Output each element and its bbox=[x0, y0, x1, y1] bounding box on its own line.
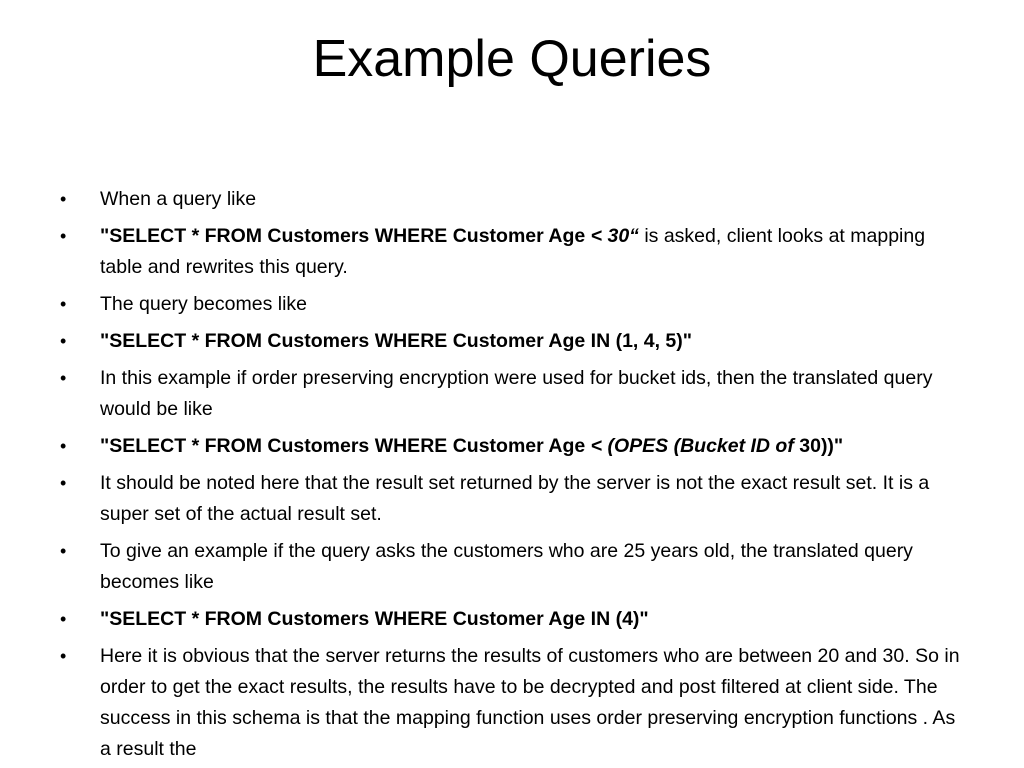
bullet-text: Here it is obvious that the server returns the results of customers who are between 20 and 30. So in order to get the exact results, the results have to be decrypted and post filtered at client side. The success in this schema is that the mapping function uses order preserving encryption functions . As a result the bbox=[100, 645, 960, 760]
bullet-text: is asked, client looks at mapping table and rewrites this query. bbox=[100, 225, 926, 278]
bullet-text: It should be noted here that the result set returned by the server is not the exact result set. It is a super set of the actual result set. bbox=[100, 472, 930, 525]
sql-query-condition: < (OPES (Bucket ID of bbox=[590, 435, 800, 457]
list-item bbox=[60, 363, 960, 425]
list-item bbox=[60, 468, 960, 530]
bullet-text: The query becomes like bbox=[100, 293, 308, 315]
sql-query-text: "SELECT * FROM Customers WHERE Customer Age IN (4)" bbox=[100, 608, 649, 630]
bullet-text: When a query like bbox=[100, 188, 257, 210]
sql-query-text: "SELECT * FROM Customers WHERE Customer Age IN (1, 4, 5)" bbox=[100, 330, 693, 352]
bullet-icon: • bbox=[60, 226, 67, 246]
bullet-icon: • bbox=[60, 189, 67, 209]
bullet-icon: • bbox=[60, 436, 67, 456]
bullet-icon: • bbox=[60, 609, 67, 629]
list-item bbox=[60, 604, 960, 635]
bullet-list bbox=[60, 184, 960, 768]
bullet-icon: • bbox=[60, 368, 67, 388]
sql-query-text: "SELECT * FROM Customers WHERE Customer Age bbox=[100, 225, 591, 247]
list-item bbox=[60, 184, 960, 215]
bullet-text: To give an example if the query asks the customers who are 25 years old, the translated query becomes like bbox=[100, 540, 913, 593]
bullet-icon: • bbox=[60, 331, 67, 351]
bullet-icon: • bbox=[60, 294, 67, 314]
sql-query-text: "SELECT * FROM Customers WHERE Customer Age bbox=[100, 435, 591, 457]
bullet-icon: • bbox=[60, 473, 67, 493]
bullet-icon: • bbox=[60, 646, 67, 666]
bullet-text: In this example if order preserving encryption were used for bucket ids, then the translated query would be like bbox=[100, 367, 933, 420]
sql-query-text-end: 30))" bbox=[799, 435, 844, 457]
list-item bbox=[60, 289, 960, 320]
sql-query-condition: < 30“ bbox=[590, 225, 639, 247]
list-item bbox=[60, 431, 960, 462]
list-item bbox=[60, 641, 960, 765]
list-item bbox=[60, 536, 960, 598]
bullet-icon: • bbox=[60, 541, 67, 561]
list-item bbox=[60, 221, 960, 283]
list-item bbox=[60, 326, 960, 357]
slide-title: Example Queries bbox=[312, 30, 712, 88]
